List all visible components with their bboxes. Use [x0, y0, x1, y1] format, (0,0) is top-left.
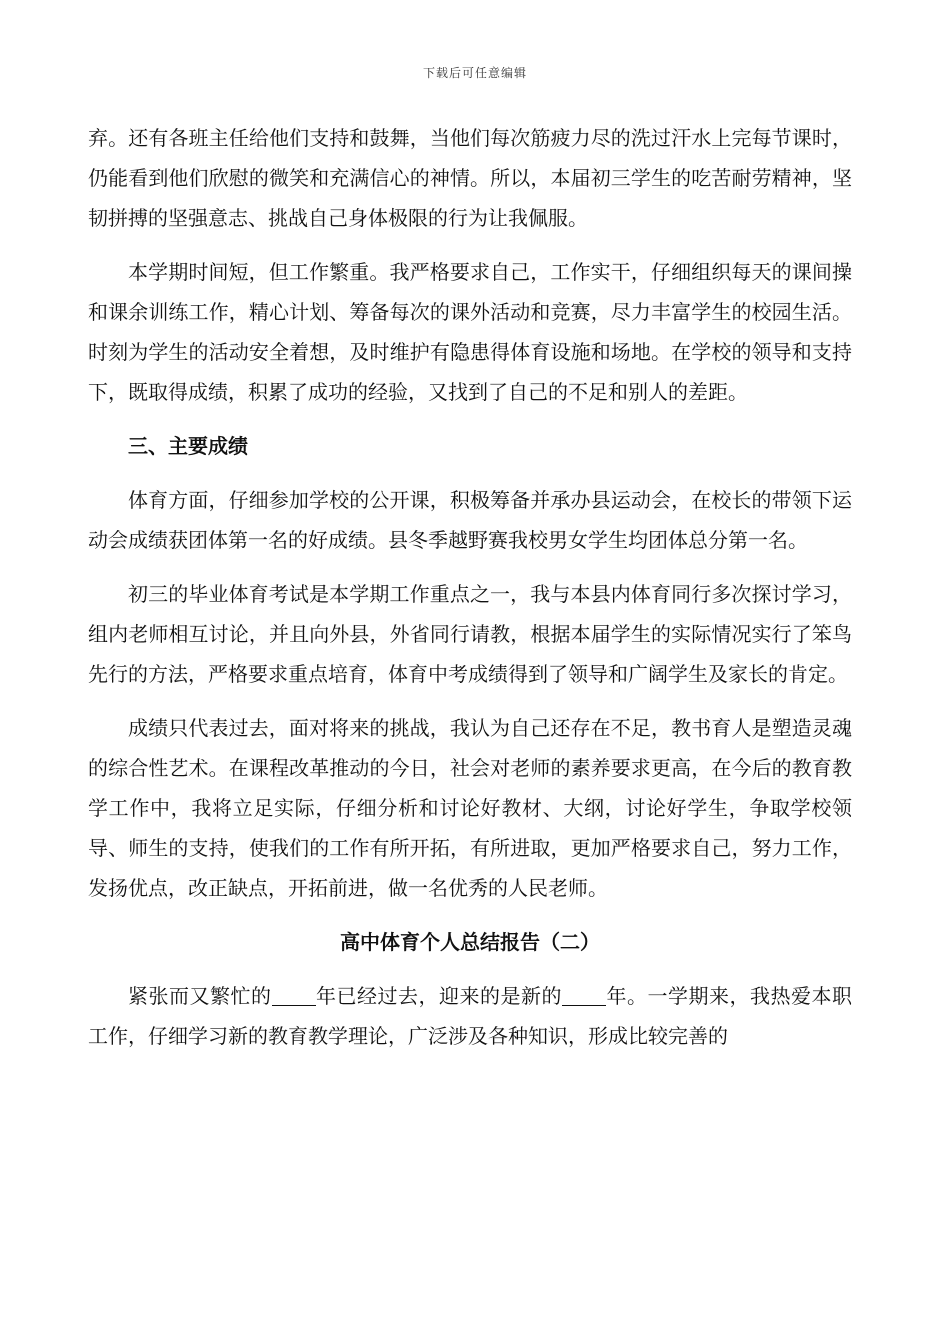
paragraph-graduation-exam: 初三的毕业体育考试是本学期工作重点之一，我与本县内体育同行多次探讨学习，组内老师相互讨论，并且向外县，外省同行请教，根据本届学生的实际情况实行了笨鸟先行的方法，严格要求重点培育，体育中考成绩得到了领导和广阔学生及家长的肯定。: [88, 582, 852, 686]
paragraph-continuation: 弃。还有各班主任给他们支持和鼓舞，当他们每次筋疲力尽的洗过汗水上完每节课时，仍能看到他们欣慰的微笑和充满信心的神情。所以，本届初三学生的吃苦耐劳精神，坚韧拼搏的坚强意志、挑战自己身体极限的行为让我佩服。: [88, 126, 852, 230]
intro-text-part-c: 年。一学期来，我热爱本职工作，仔细学习新的教育教学理论，广泛涉及各种知识，形成比较完善的: [88, 984, 852, 1048]
paragraph-work-summary: 本学期时间短，但工作繁重。我严格要求自己，工作实干，仔细组织每天的课间操和课余训练工作，精心计划、筹备每次的课外活动和竞赛，尽力丰富学生的校园生活。时刻为学生的活动安全着想，及时维护有隐患得体育设施和场地。在学校的领导和支持下，既取得成绩，积累了成功的经验，又找到了自己的不足和别人的差距。: [88, 260, 852, 404]
report-title-part-two: 高中体育个人总结报告（二）: [340, 930, 600, 954]
section-heading-main-achievements: 三、主要成绩: [128, 434, 248, 458]
year-blank-1: [272, 985, 316, 1006]
intro-text-part-b: 年已经过去，迎来的是新的: [315, 984, 562, 1008]
paragraph-report-two-intro: [88, 976, 852, 1056]
intro-text-part-a: 紧张而又繁忙的: [128, 984, 272, 1008]
paragraph-future-outlook: 成绩只代表过去，面对将来的挑战，我认为自己还存在不足，教书育人是塑造灵魂的综合性艺术。在课程改革推动的今日，社会对老师的素养要求更高，在今后的教育教学工作中，我将立足实际，仔细分析和讨论好教材、大纲，讨论好学生，争取学校领导、师生的支持，使我们的工作有所开拓，有所进取，更加严格要求自己，努力工作，发扬优点，改正缺点，开拓前进，做一名优秀的人民老师。: [88, 716, 852, 900]
page-header: 下载后可任意编辑: [422, 66, 527, 80]
year-blank-2: [562, 985, 606, 1006]
paragraph-sports-achievements: 体育方面，仔细参加学校的公开课，积极筹备并承办县运动会，在校长的带领下运动会成绩获团体第一名的好成绩。县冬季越野赛我校男女学生均团体总分第一名。: [88, 488, 852, 552]
document-body: [88, 118, 852, 1056]
